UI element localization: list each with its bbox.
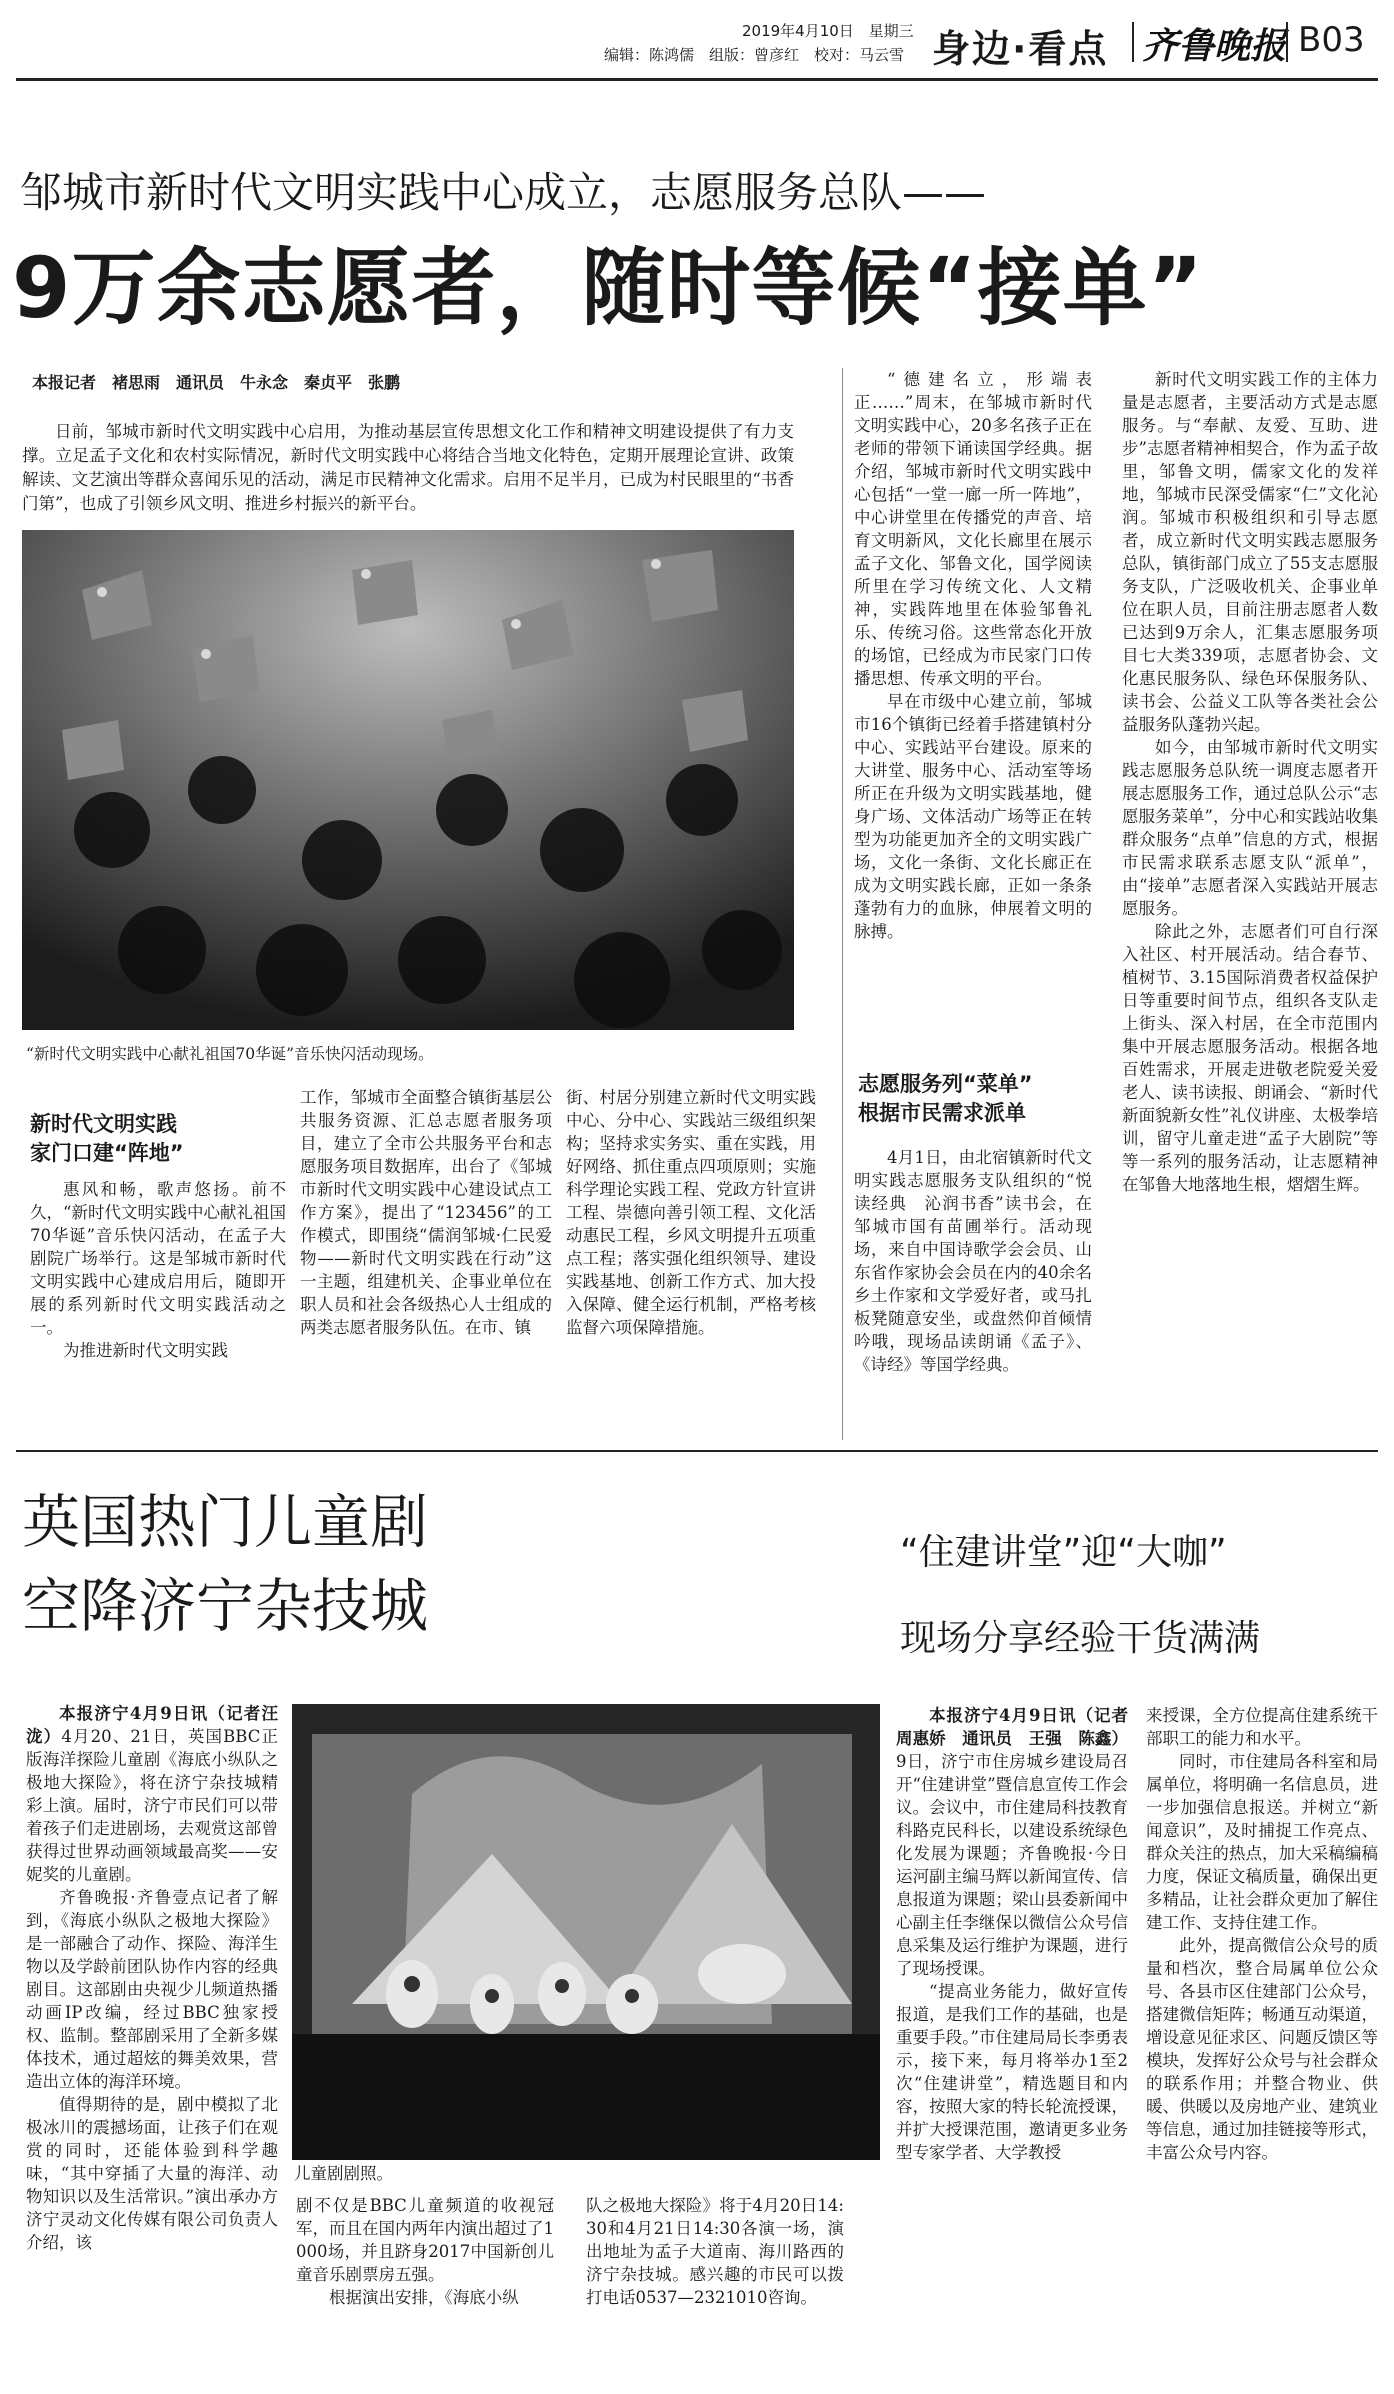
- story2-col3-p1: 队之极地大探险》将于4月20日14:30和4月21日14:30各演一场，演出地址为孟子大道南、海川路西的济宁杂技城。感兴趣的市民可以拨打电话0537—2321010咨询。: [586, 2196, 844, 2307]
- story2-col1-p3: 值得期待的是，剧中模拟了北极冰川的震撼场面，让孩子们在观赏的同时，还能体验到科学趣味，“其中穿插了大量的海洋、动物知识以及生活常识。”演出承办方济宁灵动文化传媒有限公司负责人介绍，该: [26, 2095, 278, 2252]
- page-number: B03: [1298, 20, 1365, 60]
- story3-col2: [1146, 1704, 1378, 2164]
- story2-headline-line1: 英国热门儿童剧: [22, 1488, 429, 1556]
- story1-col5-p1: 新时代文明实践工作的主体力量是志愿者，主要活动方式是志愿服务。与“奉献、友爱、互助、进步”志愿者精神相契合，作为孟子故里，邹鲁文明，儒家文化的发祥地，邹城市民深受儒家“仁”文化沁润。邹城市积极组织和引导志愿者，成立新时代文明实践志愿服务总队，镇街部门成立了55支志愿服务支队，广泛吸收机关、企事业单位在职人员，目前注册志愿者人数已达到9万余人，汇集志愿服务项目七大类339项，志愿者协会、文化惠民服务队、绿色环保服务队、读书会、公益义工队等各类社会公益服务队蓬勃兴起。: [1122, 370, 1378, 734]
- story1-headline: 9万余志愿者，随时等候“接单”: [12, 239, 1204, 337]
- date: 2019年4月10日: [742, 22, 854, 40]
- header-rule: [16, 78, 1378, 81]
- stage-photo-image: [292, 1704, 880, 2160]
- story2-headline-line2: 空降济宁杂技城: [22, 1572, 429, 1640]
- story3-col1-p2: “提高业务能力，做好宣传报道，是我们工作的基础，也是重要手段。”市住建局局长李勇表示，接下来，每月将举办1至2次“住建讲堂”，精选题目和内容，按照大家的特长轮流授课，并扩大授课范围，邀请更多业务型专家学者、大学教授: [896, 1982, 1128, 2162]
- subhead-1-line1: 新时代文明实践: [30, 1112, 177, 1136]
- story1-col1-p2: 为推进新时代文明实践: [63, 1341, 228, 1360]
- story2-col2-p1: 剧不仅是BBC儿童频道的收视冠军，而且在国内两年内演出超过了1000场，并且跻身2017中国新创儿童音乐剧票房五强。: [296, 2196, 554, 2284]
- story1-byline: 本报记者 褚思雨 通讯员 牛永念 秦贞平 张鹏: [32, 373, 401, 392]
- paper-logo: 齐鲁晚报: [1142, 25, 1287, 67]
- story1-col4c: [854, 1146, 1092, 1376]
- story1-col2-p1: 工作，邹城市全面整合镇街基层公共服务资源、汇总志愿者服务项目，建立了全市公共服务平台和志愿服务项目数据库，出台了《邹城市新时代文明实践中心建设试点工作方案》，提出了“123456”的工作模式，即围绕“儒润邹城·仁民爱物——新时代文明实践在行动”这一主题，组建机关、企事业单位在职人员和社会各级热心人士组成的两类志愿者服务队伍。在市、镇: [300, 1088, 552, 1337]
- story3-col1: [896, 1704, 1145, 2164]
- story2-photo-caption: 儿童剧剧照。: [294, 2164, 393, 2183]
- story1-lead: [22, 420, 794, 516]
- section-rule: [16, 1450, 1378, 1452]
- story1-col3: [566, 1086, 816, 1339]
- story3-headline-line1: “住建讲堂”迎“大咖”: [900, 1532, 1227, 1573]
- story2-col2-p2: 根据演出安排，《海底小纵: [329, 2288, 519, 2307]
- story1-col1: [30, 1178, 286, 1362]
- story2-col1: [26, 1702, 278, 2254]
- story1-col4: [854, 368, 1092, 943]
- story1-col2: [300, 1086, 552, 1339]
- section-title: 身边·看点: [932, 27, 1109, 71]
- crowd-photo-image: [22, 530, 794, 1030]
- story1-col-rule: [842, 368, 843, 1440]
- subhead-2-line1: 志愿服务列“菜单”: [858, 1072, 1033, 1096]
- story1-col1-p1: 惠风和畅，歌声悠扬。前不久，“新时代文明实践中心献礼祖国70华诞”音乐快闪活动，在孟子大剧院广场举行。这是邹城市新时代文明实践中心建成启用后，随即开展的系列新时代文明实践活动之一。: [30, 1180, 286, 1337]
- story2-headline: [22, 1480, 428, 1648]
- story2-col1-p1: 4月20、21日，英国BBC正版海洋探险儿童剧《海底小纵队之极地大探险》，将在济宁杂技城精彩上演。届时，济宁市民们可以带着孩子们走进剧场，去观赏这部曾获得过世界动画领域最高奖——安妮奖的儿童剧。: [26, 1727, 279, 1884]
- story2-photo: [292, 1704, 880, 2160]
- story3-col2-p2: 同时，市住建局各科室和局属单位，将明确一名信息员，进一步加强信息报送。并树立“新闻意识”，及时捕捉工作亮点、群众关注的热点，加大采稿编稿力度，保证文稿质量，确保出更多精品，让社会群众更加了解住建工作、支持住建工作。: [1146, 1752, 1378, 1932]
- story1-photo: [22, 530, 794, 1030]
- story1-kicker: 邹城市新时代文明实践中心成立，志愿服务总队——: [20, 168, 987, 217]
- story1-col5: [1122, 368, 1378, 1196]
- story3-col1-p1: 9日，济宁市住房城乡建设局召开“住建讲堂”暨信息宣传工作会议。会议中，市住建局科技教育科路克民科长，以建设系统绿色化发展为课题；齐鲁晚报·今日运河副主编马辉以新闻宣传、信息报道为课题；梁山县委新闻中心副主任李继保以微信公众号信息采集及运行维护为课题，进行了现场授课。: [896, 1752, 1128, 1978]
- story2-col2: [296, 2194, 554, 2309]
- story1-subhead-2: [858, 1070, 1033, 1128]
- story1-subhead-1: [30, 1110, 184, 1168]
- story2-byline: 本报济宁4月9日讯（记者汪泷）: [26, 1704, 278, 1746]
- header-date: [742, 20, 914, 41]
- subhead-2-line2: 根据市民需求派单: [858, 1101, 1026, 1125]
- story2-col3: [586, 2194, 844, 2309]
- story2-col1-p2: 齐鲁晚报·齐鲁壹点记者了解到，《海底小纵队之极地大探险》是一部融合了动作、探险、海洋生物以及学龄前团队协作内容的经典剧目。这部剧由央视少儿频道热播动画IP改编，经过BBC独家授权、监制。整部剧采用了全新多媒体技术，通过超炫的舞美效果，营造出立体的海洋环境。: [26, 1888, 278, 2091]
- weekday: 星期三: [868, 22, 914, 40]
- story1-col4-p3: 4月1日，由北宿镇新时代文明实践志愿服务支队组织的“悦读经典 沁润书香”读书会，在邹城市国有苗圃举行。活动现场，来自中国诗歌学会会员、山东省作家协会会员在内的40余名乡土作家和文学爱好者，或马扎板凳随意安坐，或盘然仰首倾情吟哦，现场品读朗诵《孟子》、《诗经》等国学经典。: [854, 1148, 1092, 1374]
- subhead-1-line2: 家门口建“阵地”: [30, 1141, 184, 1165]
- story1-col5-p3: 除此之外，志愿者们可自行深入社区、村开展活动。结合春节、植树节、3.15国际消费者权益保护日等重要时间节点，组织各支队走上街头、深入村居，在全市范围内集中开展志愿服务活动。根据各地百姓需求，开展走进敬老院爱关爱老人、读书读报、朗诵会、“新时代新面貌新女性”礼仪讲座、太极拳培训，留守儿童走进“孟子大剧院”等等一系列的服务活动，让志愿精神在邹鲁大地落地生根，熠熠生辉。: [1122, 922, 1378, 1194]
- story1-lead-text: 日前，邹城市新时代文明实践中心启用，为推动基层宣传思想文化工作和精神文明建设提供了有力支撑。立足孟子文化和农村实际情况，新时代文明实践中心将结合当地文化特色，定期开展理论宣讲、政策解读、文艺演出等群众喜闻乐见的活动，满足市民精神文化需求。启用不足半月，已成为村民眼里的“书香门第”，也成了引领乡风文明、推进乡村振兴的新平台。: [22, 422, 794, 513]
- story3-col2-p3: 此外，提高微信公众号的质量和档次，整合局属单位公众号、各县市区住建部门公众号，搭建微信矩阵；畅通互动渠道，增设意见征求区、问题反馈区等模块，发挥好公众号与社会群众的联系作用；并整合物业、供暖、供暖以及房地产业、建筑业等信息，通过加挂链接等形式，丰富公众号内容。: [1146, 1936, 1378, 2162]
- header-divider: [1132, 22, 1134, 62]
- story1-col4-p2: 早在市级中心建立前，邹城市16个镇街已经着手搭建镇村分中心、实践站平台建设。原来的大讲堂、服务中心、活动室等场所正在升级为文明实践基地，健身广场、文体活动广场等正在转型为功能更加齐全的文明实践广场，文化一条街、文化长廊正在成为文明实践长廊，正如一条条蓬勃有力的血脉，伸展着文明的脉搏。: [854, 692, 1092, 941]
- story3-col2-p1: 来授课，全方位提高住建系统干部职工的能力和水平。: [1146, 1706, 1378, 1748]
- story3-byline: 本报济宁4月9日讯（记者 周惠娇 通讯员 王强 陈鑫）: [896, 1706, 1145, 1748]
- header-divider-2: [1286, 22, 1288, 62]
- story3-headline: [900, 1510, 1260, 1682]
- story1-col5-p2: 如今，由邹城市新时代文明实践志愿服务总队统一调度志愿者开展志愿服务工作，通过总队公示“志愿服务菜单”，分中心和实践站收集群众服务“点单”信息的方式，根据市民需求联系志愿支队“派单”，由“接单”志愿者深入实践站开展志愿服务。: [1122, 738, 1378, 918]
- story1-photo-caption: “新时代文明实践中心献礼祖国70华诞”音乐快闪活动现场。: [26, 1045, 434, 1063]
- story3-headline-line2: 现场分享经验干货满满: [900, 1618, 1261, 1659]
- story1-col3-p1: 街、村居分别建立新时代文明实践中心、分中心、实践站三级组织架构；坚持求实务实、重在实践，用好网络、抓住重点四项原则；实施科学理论实践工程、党政方针宣讲工程、崇德向善引领工程、文化活动惠民工程，乡风文明提升五项重点工程；落实强化组织领导、建设实践基地、创新工作方式、加大投入保障、健全运行机制，严格考核监督六项保障措施。: [566, 1088, 816, 1337]
- story1-col4-p1: “德建名立，形端表正……”周末，在邹城市新时代文明实践中心，20多名孩子正在老师的带领下诵读国学经典。据介绍，邹城市新时代文明实践中心包括“一堂一廊一所一阵地”，中心讲堂里在传播党的声音、培育文明新风，文化长廊里在展示孟子文化、邹鲁文化，国学阅读所里在学习传统文化、人文精神，实践阵地里在体验邹鲁礼乐、传统习俗。这些常态化开放的场馆，已经成为市民家门口传播思想、传承文明的平台。: [854, 370, 1092, 688]
- header-editors: 编辑：陈鸿儒 组版：曾彦红 校对：马云雪: [604, 46, 905, 64]
